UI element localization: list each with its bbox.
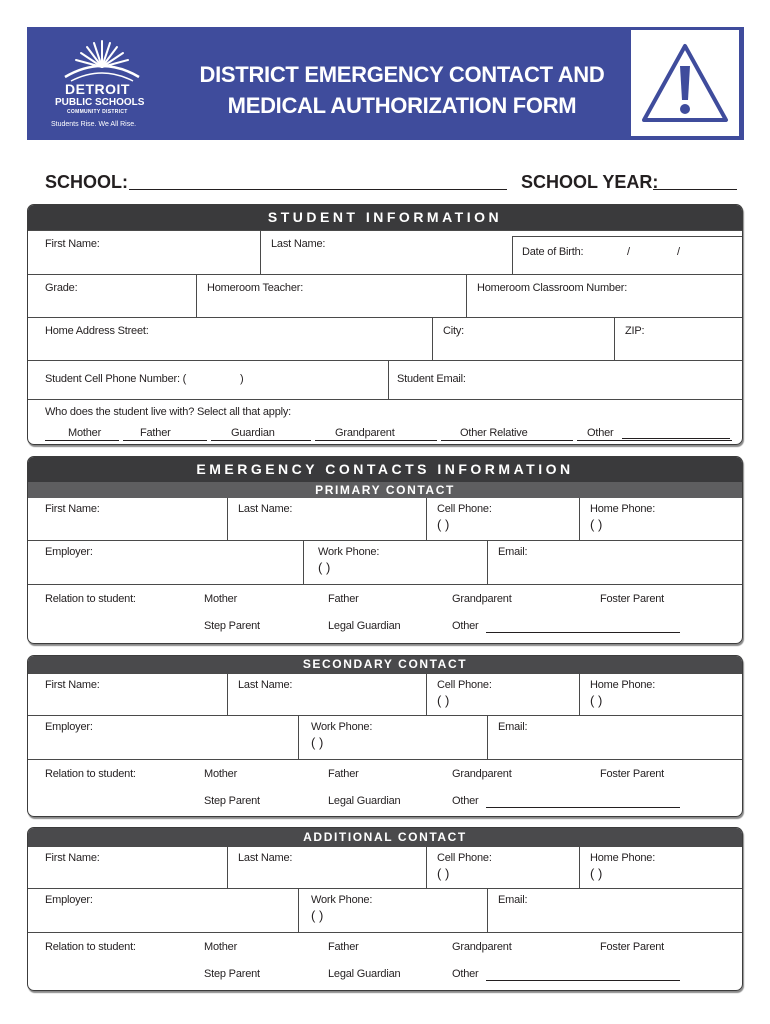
secondary-work-phone-field[interactable] <box>298 716 487 759</box>
logo-tagline: Students Rise. We All Rise. <box>51 121 137 128</box>
additional-name-row <box>28 846 742 888</box>
primary-contact-heading: PRIMARY CONTACT <box>28 482 742 498</box>
secondary-relation-row <box>28 759 742 816</box>
additional-relation-step-parent[interactable]: Step Parent <box>204 968 260 980</box>
additional-other-line[interactable] <box>486 980 680 981</box>
secondary-name-row <box>28 673 742 715</box>
school-label: SCHOOL: <box>45 172 128 192</box>
secondary-email-field[interactable] <box>487 716 742 759</box>
primary-relation-other[interactable]: Other <box>452 620 479 632</box>
address-label: Home Address Street: <box>45 325 149 337</box>
warning-triangle-icon <box>638 40 732 126</box>
additional-employer-row <box>28 888 742 932</box>
student-email-field[interactable] <box>388 361 742 399</box>
primary-work-label: Work Phone: <box>318 546 380 558</box>
additional-relation-label: Relation to student: <box>45 941 136 953</box>
additional-employer-field[interactable] <box>28 889 298 932</box>
secondary-home-phone-field[interactable] <box>579 674 742 715</box>
date-of-birth-field[interactable] <box>512 236 742 274</box>
secondary-relation-legal-guardian[interactable]: Legal Guardian <box>328 795 401 807</box>
primary-home-phone-field[interactable] <box>579 498 742 540</box>
additional-cell-label: Cell Phone: <box>437 852 492 864</box>
additional-home-phone-field[interactable] <box>579 847 742 888</box>
primary-relation-legal-guardian[interactable]: Legal Guardian <box>328 620 401 632</box>
additional-relation-father[interactable]: Father <box>328 941 359 953</box>
student-address-row <box>28 317 742 360</box>
secondary-last-name-field[interactable] <box>227 674 426 715</box>
additional-email-field[interactable] <box>487 889 742 932</box>
student-cell-label: Student Cell Phone Number: ( <box>45 373 187 385</box>
secondary-home-paren: ( ) <box>590 693 603 708</box>
primary-employer-field[interactable] <box>28 541 303 584</box>
secondary-employer-field[interactable] <box>28 716 298 759</box>
student-information-heading: STUDENT INFORMATION <box>28 205 742 230</box>
grade-field[interactable] <box>28 275 196 317</box>
primary-relation-foster-parent[interactable]: Foster Parent <box>600 593 665 605</box>
checkbox-line <box>441 440 573 441</box>
city-field[interactable] <box>432 318 614 360</box>
zip-label: ZIP: <box>625 325 645 337</box>
secondary-home-label: Home Phone: <box>590 679 656 691</box>
school-row <box>45 172 737 194</box>
additional-email-label: Email: <box>498 894 528 906</box>
primary-last-name-field[interactable] <box>227 498 426 540</box>
additional-last-name-field[interactable] <box>227 847 426 888</box>
additional-relation-foster-parent[interactable]: Foster Parent <box>600 941 665 953</box>
additional-first-name-field[interactable] <box>28 847 227 888</box>
additional-relation-mother[interactable]: Mother <box>204 941 238 953</box>
secondary-relation-grandparent[interactable]: Grandparent <box>452 768 512 780</box>
primary-employer-label: Employer: <box>45 546 93 558</box>
secondary-relation-father[interactable]: Father <box>328 768 359 780</box>
checkbox-line <box>211 440 311 441</box>
student-cell-paren: ) <box>240 373 244 385</box>
primary-email-label: Email: <box>498 546 528 558</box>
primary-relation-label: Relation to student: <box>45 593 136 605</box>
primary-first-name-field[interactable] <box>28 498 227 540</box>
additional-home-paren: ( ) <box>590 866 603 881</box>
secondary-employer-row <box>28 715 742 759</box>
dpscd-logo <box>47 37 157 132</box>
secondary-first-name-field[interactable] <box>28 674 227 715</box>
additional-cell-paren: ( ) <box>437 866 450 881</box>
warning-panel <box>631 30 739 136</box>
address-field[interactable] <box>28 318 432 360</box>
secondary-email-label: Email: <box>498 721 528 733</box>
secondary-last-name-label: Last Name: <box>238 679 293 691</box>
primary-first-name-label: First Name: <box>45 503 100 515</box>
secondary-work-label: Work Phone: <box>311 721 373 733</box>
additional-employer-label: Employer: <box>45 894 93 906</box>
checkbox-line <box>45 440 119 441</box>
primary-relation-grandparent[interactable]: Grandparent <box>452 593 512 605</box>
lives-with-mother[interactable]: Mother <box>68 427 102 439</box>
lives-with-other-relative[interactable]: Other Relative <box>460 427 528 439</box>
student-name-row <box>28 230 742 274</box>
primary-relation-father[interactable]: Father <box>328 593 359 605</box>
lives-with-guardian[interactable]: Guardian <box>231 427 275 439</box>
secondary-employer-label: Employer: <box>45 721 93 733</box>
form-header <box>27 27 744 140</box>
school-year-field[interactable] <box>653 189 737 190</box>
additional-contact-section <box>27 827 743 991</box>
first-name-field[interactable] <box>28 231 260 274</box>
student-email-label: Student Email: <box>397 373 466 385</box>
dob-separator: / <box>627 246 630 258</box>
primary-other-line[interactable] <box>486 632 680 633</box>
additional-cell-phone-field[interactable] <box>426 847 579 888</box>
secondary-relation-label: Relation to student: <box>45 768 136 780</box>
lives-with-row <box>28 399 742 445</box>
student-cell-field[interactable] <box>28 361 388 399</box>
school-year-label: SCHOOL YEAR: <box>521 172 659 192</box>
primary-cell-label: Cell Phone: <box>437 503 492 515</box>
primary-cell-paren: ( ) <box>437 517 450 532</box>
logo-public-schools: PUBLIC SCHOOLS <box>55 97 145 108</box>
additional-last-name-label: Last Name: <box>238 852 293 864</box>
primary-relation-mother[interactable]: Mother <box>204 593 238 605</box>
primary-name-row <box>28 498 742 540</box>
form-title <box>172 59 632 121</box>
secondary-contact-heading: SECONDARY CONTACT <box>28 656 742 673</box>
secondary-work-paren: ( ) <box>311 735 324 750</box>
additional-home-label: Home Phone: <box>590 852 656 864</box>
additional-work-label: Work Phone: <box>311 894 373 906</box>
sunrise-icon <box>57 37 147 83</box>
checkbox-line <box>123 440 207 441</box>
homeroom-number-field[interactable] <box>466 275 742 317</box>
homeroom-teacher-field[interactable] <box>196 275 466 317</box>
lives-with-grandparent[interactable]: Grandparent <box>335 427 395 439</box>
grade-label: Grade: <box>45 282 78 294</box>
primary-relation-step-parent[interactable]: Step Parent <box>204 620 260 632</box>
emergency-contacts-heading: EMERGENCY CONTACTS INFORMATION <box>28 457 742 482</box>
homeroom-number-label: Homeroom Classroom Number: <box>477 282 628 294</box>
homeroom-teacher-label: Homeroom Teacher: <box>207 282 304 294</box>
other-specify-line[interactable] <box>622 438 730 439</box>
zip-field[interactable] <box>614 318 742 360</box>
primary-work-phone-field[interactable] <box>303 541 487 584</box>
last-name-field[interactable] <box>260 231 512 274</box>
secondary-other-line[interactable] <box>486 807 680 808</box>
form-title-line-2: MEDICAL AUTHORIZATION FORM <box>227 93 577 118</box>
primary-work-paren: ( ) <box>318 560 331 575</box>
logo-community-district: COMMUNITY DISTRICT <box>67 109 128 115</box>
secondary-first-name-label: First Name: <box>45 679 100 691</box>
student-information-section <box>27 204 743 445</box>
checkbox-line <box>315 440 437 441</box>
lives-with-father[interactable]: Father <box>140 427 171 439</box>
city-label: City: <box>443 325 465 337</box>
secondary-relation-other[interactable]: Other <box>452 795 479 807</box>
additional-relation-row <box>28 932 742 989</box>
primary-last-name-label: Last Name: <box>238 503 293 515</box>
secondary-cell-label: Cell Phone: <box>437 679 492 691</box>
secondary-contact-section <box>27 655 743 817</box>
primary-email-field[interactable] <box>487 541 742 584</box>
additional-relation-legal-guardian[interactable]: Legal Guardian <box>328 968 401 980</box>
school-field[interactable] <box>129 189 507 190</box>
form-title-line-1: DISTRICT EMERGENCY CONTACT AND <box>199 62 605 87</box>
additional-first-name-label: First Name: <box>45 852 100 864</box>
secondary-cell-phone-field[interactable] <box>426 674 579 715</box>
last-name-label: Last Name: <box>271 238 326 250</box>
primary-cell-phone-field[interactable] <box>426 498 579 540</box>
secondary-relation-step-parent[interactable]: Step Parent <box>204 795 260 807</box>
additional-work-paren: ( ) <box>311 908 324 923</box>
primary-home-paren: ( ) <box>590 517 603 532</box>
lives-with-question: Who does the student live with? Select all that apply: <box>45 406 292 418</box>
student-contact-row <box>28 360 742 399</box>
additional-relation-other[interactable]: Other <box>452 968 479 980</box>
logo-detroit: DETROIT <box>65 81 130 97</box>
secondary-cell-paren: ( ) <box>437 693 450 708</box>
additional-work-phone-field[interactable] <box>298 889 487 932</box>
lives-with-other[interactable]: Other <box>587 427 614 439</box>
first-name-label: First Name: <box>45 238 100 250</box>
emergency-contacts-section <box>27 456 743 644</box>
additional-contact-heading: ADDITIONAL CONTACT <box>28 828 742 846</box>
primary-relation-row <box>28 584 742 642</box>
additional-relation-grandparent[interactable]: Grandparent <box>452 941 512 953</box>
date-of-birth-label: Date of Birth: <box>522 246 584 258</box>
primary-employer-row <box>28 540 742 584</box>
primary-home-label: Home Phone: <box>590 503 656 515</box>
secondary-relation-mother[interactable]: Mother <box>204 768 238 780</box>
checkbox-line <box>577 440 732 441</box>
dob-separator: / <box>677 246 680 258</box>
student-grade-row <box>28 274 742 317</box>
secondary-relation-foster-parent[interactable]: Foster Parent <box>600 768 665 780</box>
